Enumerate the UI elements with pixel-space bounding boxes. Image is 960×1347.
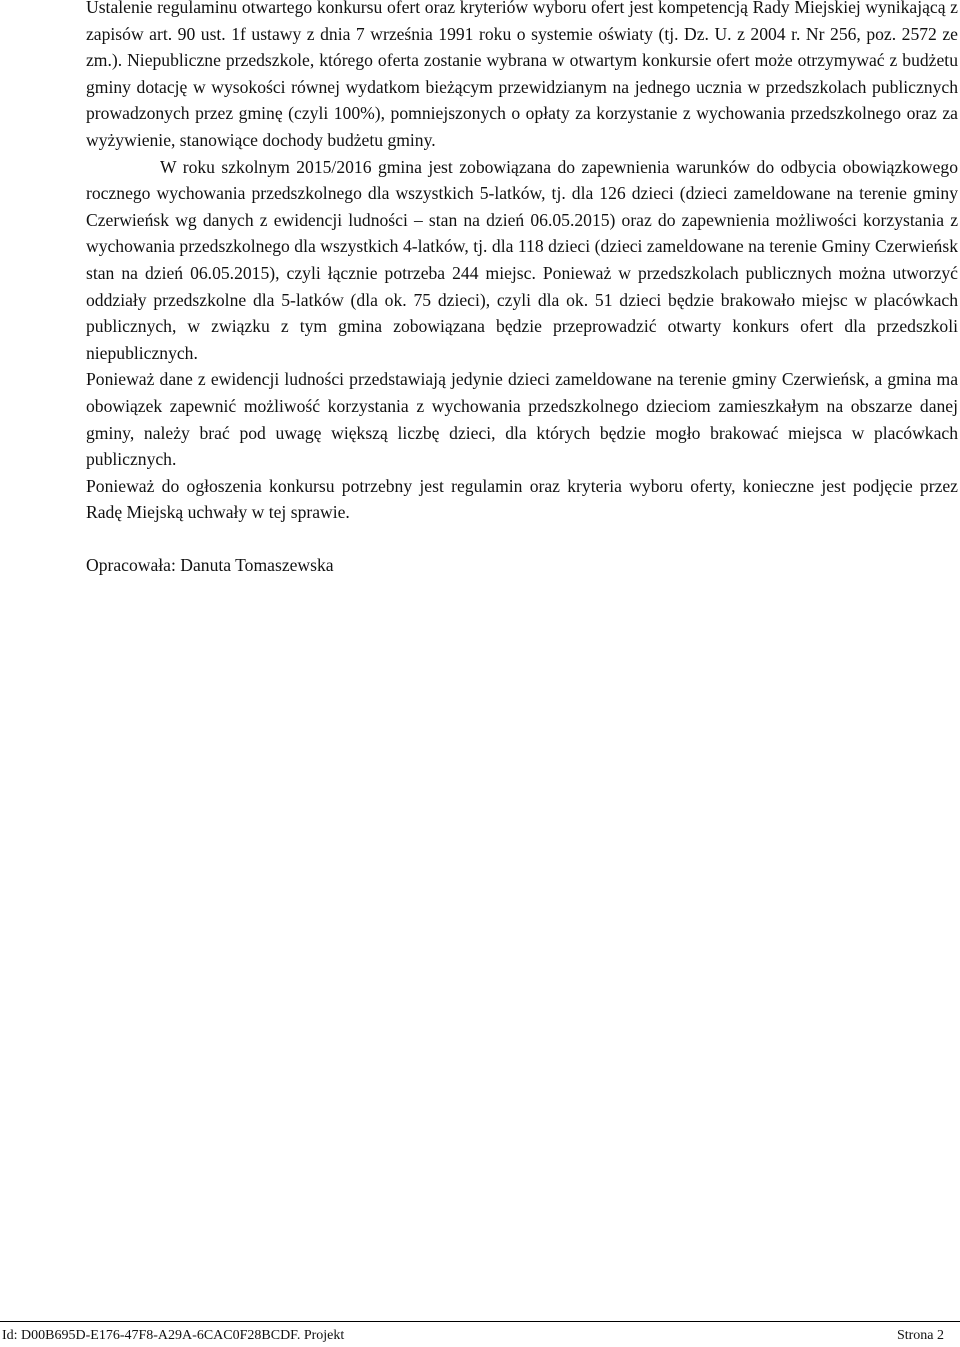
paragraph-resolution-needed: Ponieważ do ogłoszenia konkursu potrzebny jest regulamin oraz kryteria wyboru oferty, konieczne jest podjęcie przez Radę Miejską uchwały w tej sprawie. — [86, 475, 958, 523]
footer-divider — [0, 1321, 960, 1322]
document-body — [86, 0, 958, 578]
paragraph-registry-data: Ponieważ dane z ewidencji ludności przedstawiają jedynie dzieci zameldowane na terenie gminy Czerwieńsk, a gmina ma obowiązek zapewnić możliwość korzystania z wychowania przedszkolnego dzieciom zamieszkałym na obszarze danej gminy, należy brać pod uwagę większą liczbę dzieci, dla których będzie mogło brakować miejsca w placówkach publicznych. — [86, 369, 958, 470]
page-number: Strona 2 — [896, 1328, 944, 1343]
paragraph-legal-basis: Ustalenie regulaminu otwartego konkursu ofert oraz kryteriów wyboru ofert jest kompetencją Rady Miejskiej wynikającą z zapisów art. 90 ust. 1f ustawy z dnia 7 września 1991 roku o systemie oświaty (tj. Dz. U. z 2004 r. Nr 256, poz. 2572 ze zm.). Niepubliczne przedszkole, którego oferta zostanie wybrana w otwartym konkursie ofert może otrzymywać z budżetu gminy dotację w wysokości równej wydatkom bieżącym przewidzianym na jednego ucznia w przedszkolach publicznych prowadzonych przez gminę (czyli 100%), pomniejszonych o opłaty za korzystanie z wychowania przedszkolnego oraz za wyżywienie, stanowiące dochody budżetu gminy. — [86, 0, 958, 150]
document-id: Id: D00B695D-E176-47F8-A29A-6CAC0F28BCDF. Projekt — [2, 1328, 345, 1343]
paragraph-school-year: W roku szkolnym 2015/2016 gmina jest zobowiązana do zapewnienia warunków do odbycia obowiązkowego rocznego wychowania przedszkolnego dla wszystkich 5-latków, tj. dla 126 dzieci (dzieci zameldowane na terenie gminy Czerwieńsk wg danych z ewidencji ludności – stan na dzień 06.05.2015) oraz do zapewnienia możliwości korzystania z wychowania przedszkolnego dla wszystkich 4-latków, tj. dla 118 dzieci (dzieci zameldowane na terenie Gminy Czerwieńsk stan na dzień 06.05.2015), czyli łącznie potrzeba 244 miejsc. Ponieważ w przedszkolach publicznych można utworzyć oddziały przedszkolne dla 5-latków (dla ok. 75 dzieci), czyli dla ok. 51 dzieci będzie brakowało miejsc w placówkach publicznych, w związku z tym gmina zobowiązana będzie przeprowadzić otwarty konkurs ofert dla przedszkoli niepublicznych. — [86, 156, 958, 363]
prepared-by: Opracowała: Danuta Tomaszewska — [86, 554, 334, 575]
